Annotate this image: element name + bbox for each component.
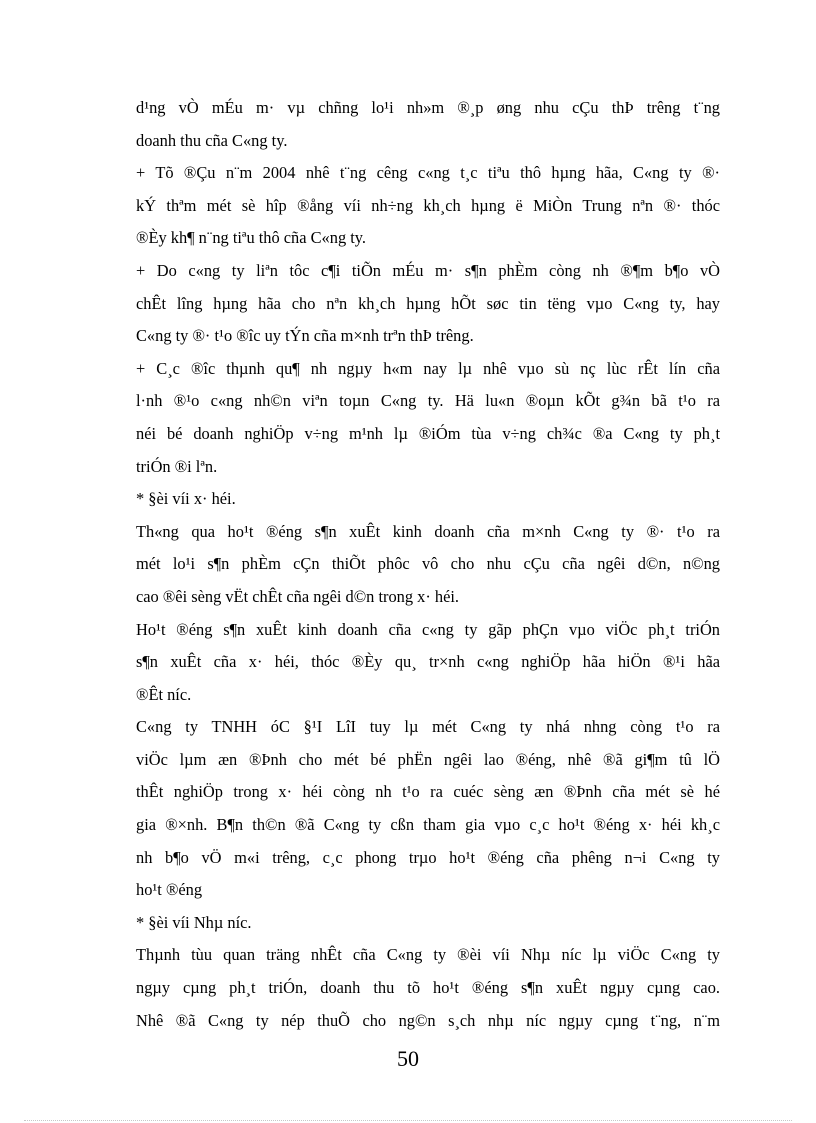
text-line: kÝ thªm mét sè hîp ®ång víi nh÷ng kh¸ch hµng ë MiÒn Trung nªn ®· thóc <box>136 195 720 215</box>
text-line: ®Èy kh¶ n¨ng tiªu thô cña C«ng ty. <box>136 228 367 248</box>
text-line: + Do c«ng ty liªn tôc c¶i tiÕn mÉu m· s¶n phÈm còng nh ®¶m b¶o vÒ <box>136 260 720 280</box>
text-line: s¶n xuÊt cña x· héi, thóc ®Èy qu¸ tr×nh c«ng nghiÖp hãa hiÖn ®¹i hãa <box>136 652 720 672</box>
text-line: + C¸c ®îc thµnh qu¶ nh ngµy h«m nay lµ nhê vµo sù nç lùc rÊt lín cña <box>136 358 720 378</box>
text-line: chÊt lîng hµng hãa cho nªn kh¸ch hµng hÕt søc tin tëng vµo C«ng ty, hay <box>136 293 720 313</box>
text-line: Thµnh tùu quan träng nhÊt cña C«ng ty ®èi víi Nhµ níc lµ viÖc C«ng ty <box>136 945 720 965</box>
text-line: cao ®êi sèng vËt chÊt cña ngêi d©n trong x· héi. <box>136 586 460 606</box>
text-line: Ho¹t ®éng s¶n xuÊt kinh doanh cña c«ng ty gãp phÇn vµo viÖc ph¸t triÓn <box>136 619 720 639</box>
text-line: thÊt nghiÖp trong x· héi còng nh t¹o ra cuéc sèng æn ®Þnh cña mét sè hé <box>136 782 720 802</box>
document-body <box>136 92 720 1037</box>
text-line: ho¹t ®éng <box>136 880 203 900</box>
text-line: * §èi víi x· héi. <box>136 489 236 509</box>
text-line: Nhê ®ã C«ng ty nép thuÕ cho ng©n s¸ch nhµ níc ngµy cµng t¨ng, n¨m <box>136 1010 720 1030</box>
text-line: l·nh ®¹o c«ng nh©n viªn toµn C«ng ty. Hä lu«n ®oµn kÕt g¾n bã t¹o ra <box>136 391 720 411</box>
page-bottom-divider <box>24 1120 792 1121</box>
text-line: * §èi víi Nhµ níc. <box>136 912 252 932</box>
text-line: C«ng ty TNHH óC §¹I LîI tuy lµ mét C«ng ty nhá nhng còng t¹o ra <box>136 717 720 737</box>
text-line: doanh thu cña C«ng ty. <box>136 130 288 150</box>
text-line: d¹ng vÒ mÉu m· vµ chñng lo¹i nh»m ®¸p øng nhu cÇu thÞ trêng t¨ng <box>136 98 720 117</box>
text-line: + Tõ ®Çu n¨m 2004 nhê t¨ng cêng c«ng t¸c tiªu thô hµng hãa, C«ng ty ®· <box>136 163 720 183</box>
text-line: viÖc lµm æn ®Þnh cho mét bé phËn ngêi lao ®éng, nhê ®ã gi¶m tû lÖ <box>136 749 720 769</box>
text-line: mét lo¹i s¶n phÈm cÇn thiÕt phôc vô cho nhu cÇu cña ngêi d©n, n©ng <box>136 554 720 574</box>
text-line: ngµy cµng ph¸t triÓn, doanh thu tõ ho¹t ®éng s¶n xuÊt ngµy cµng cao. <box>136 978 720 998</box>
text-line: triÓn ®i lªn. <box>136 456 218 476</box>
page-number: 50 <box>397 1046 419 1071</box>
text-line: néi bé doanh nghiÖp v÷ng m¹nh lµ ®iÓm tùa v÷ng ch¾c ®a C«ng ty ph¸t <box>136 423 720 443</box>
text-line: Th«ng qua ho¹t ®éng s¶n xuÊt kinh doanh cña m×nh C«ng ty ®· t¹o ra <box>136 521 720 541</box>
text-line: gia ®×nh. B¶n th©n ®ã C«ng ty cßn tham gia vµo c¸c ho¹t ®éng x· héi kh¸c <box>136 815 720 835</box>
text-line: ®Êt níc. <box>136 684 192 704</box>
text-line: nh b¶o vÖ m«i trêng, c¸c phong trµo ho¹t ®éng cña phêng n¬i C«ng ty <box>136 847 720 867</box>
text-line: C«ng ty ®· t¹o ®îc uy tÝn cña m×nh trªn thÞ trêng. <box>136 326 474 346</box>
